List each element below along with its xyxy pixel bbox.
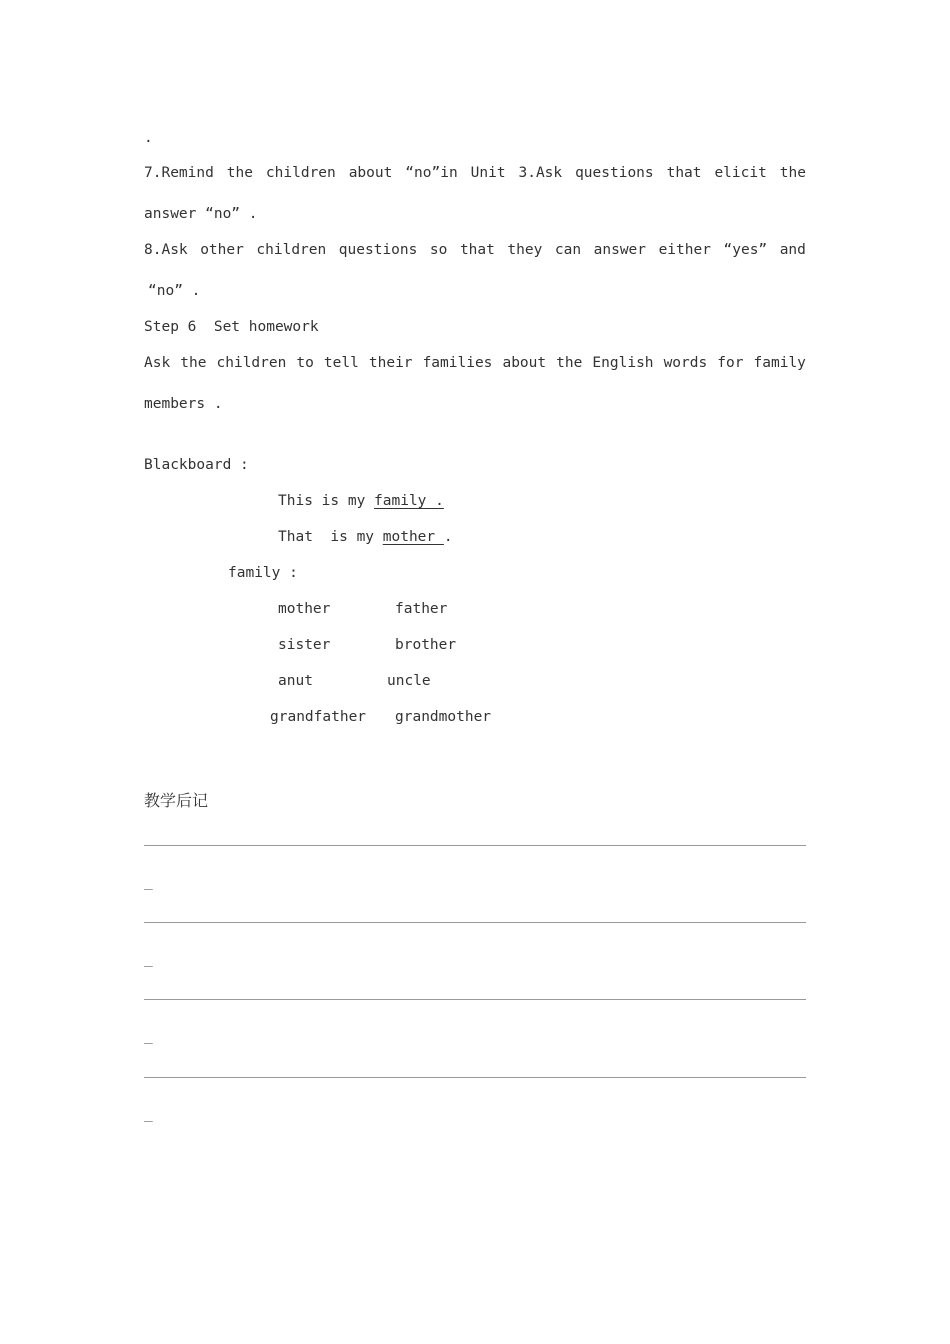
item8-line1-word: and bbox=[779, 242, 806, 258]
family-label: family : bbox=[228, 565, 298, 581]
blackboard-label: Blackboard : bbox=[144, 457, 249, 473]
item8-line1-word: answer bbox=[593, 242, 647, 258]
word-uncle: uncle bbox=[387, 673, 431, 689]
item7-line1-word: 3.Ask bbox=[518, 165, 563, 181]
item7-line1-word: children bbox=[265, 165, 336, 181]
teaching-notes-heading: 教学后记 bbox=[144, 791, 209, 810]
step6-heading: Step 6 Set homework bbox=[144, 319, 319, 335]
homework-line2: members . bbox=[144, 396, 223, 412]
item7-line1-word: that bbox=[666, 165, 702, 181]
homework-line1-word: about bbox=[502, 355, 547, 371]
word-sister: sister bbox=[278, 637, 331, 653]
homework-line1-word: children bbox=[216, 355, 287, 371]
homework-line1-word: Ask bbox=[144, 355, 171, 371]
item8-line1-word: they bbox=[507, 242, 543, 258]
item8-line1-word: that bbox=[459, 242, 495, 258]
sentence-1-prefix: This is my bbox=[278, 493, 375, 509]
item7-line1-word: Unit bbox=[470, 165, 506, 181]
notes-rule-2 bbox=[144, 922, 806, 923]
item8-line1-word: can bbox=[554, 242, 582, 258]
notes-dash-4: _ bbox=[144, 1106, 153, 1122]
item8-line1-word: questions bbox=[338, 242, 418, 258]
item7-line1-word: elicit bbox=[714, 165, 767, 181]
sentence-2-prefix: That is my bbox=[278, 529, 383, 545]
homework-line1-word: tell bbox=[323, 355, 359, 371]
word-grandfather: grandfather bbox=[270, 709, 367, 725]
item7-line1-word: “no”in bbox=[405, 165, 458, 181]
notes-rule-3 bbox=[144, 999, 806, 1000]
sentence-2-end: . bbox=[443, 529, 453, 545]
homework-line1-word: words bbox=[663, 355, 708, 371]
item8-line1-word: children bbox=[256, 242, 327, 258]
sentence-2-keyword: mother bbox=[382, 529, 444, 545]
item7-line1-word: 7.Remind bbox=[144, 165, 214, 181]
homework-line1-word: their bbox=[368, 355, 413, 371]
notes-dash-2: _ bbox=[144, 951, 153, 967]
word-anut: anut bbox=[278, 673, 313, 689]
notes-rule-1 bbox=[144, 845, 806, 846]
notes-rule-4 bbox=[144, 1077, 806, 1078]
homework-line1-word: family bbox=[753, 355, 806, 371]
word-mother: mother bbox=[278, 601, 331, 617]
homework-line1-word: families bbox=[422, 355, 493, 371]
homework-line1 bbox=[144, 353, 806, 373]
word-grandmother: grandmother bbox=[395, 709, 492, 725]
item7-line1-word: about bbox=[348, 165, 393, 181]
homework-line1-word: for bbox=[717, 355, 744, 371]
item8-line1-word: so bbox=[429, 242, 448, 258]
notes-dash-3: _ bbox=[144, 1028, 153, 1044]
item8-line1 bbox=[144, 240, 806, 260]
item8-line1-word: “yes” bbox=[723, 242, 768, 258]
item7-line1-word: the bbox=[226, 165, 253, 181]
notes-dash-1: _ bbox=[144, 874, 153, 890]
homework-line1-word: the bbox=[556, 355, 583, 371]
word-brother: brother bbox=[395, 637, 457, 653]
item8-line1-word: either bbox=[658, 242, 711, 258]
item7-line1-word: questions bbox=[575, 165, 654, 181]
word-father: father bbox=[395, 601, 448, 617]
item8-line1-word: 8.Ask bbox=[144, 242, 188, 258]
item8-line2: “no” . bbox=[148, 283, 201, 299]
item7-line1 bbox=[144, 163, 806, 183]
item7-line1-word: the bbox=[779, 165, 806, 181]
sentence-1-keyword: family . bbox=[374, 493, 444, 509]
blackboard-sentence-1 bbox=[278, 491, 444, 511]
item8-line1-word: other bbox=[200, 242, 244, 258]
homework-line1-word: English bbox=[592, 355, 654, 371]
homework-line1-word: the bbox=[180, 355, 207, 371]
blackboard-sentence-2 bbox=[278, 527, 453, 547]
item7-line2: answer “no” . bbox=[144, 206, 258, 222]
leading-dot: . bbox=[144, 130, 153, 146]
homework-line1-word: to bbox=[296, 355, 314, 371]
